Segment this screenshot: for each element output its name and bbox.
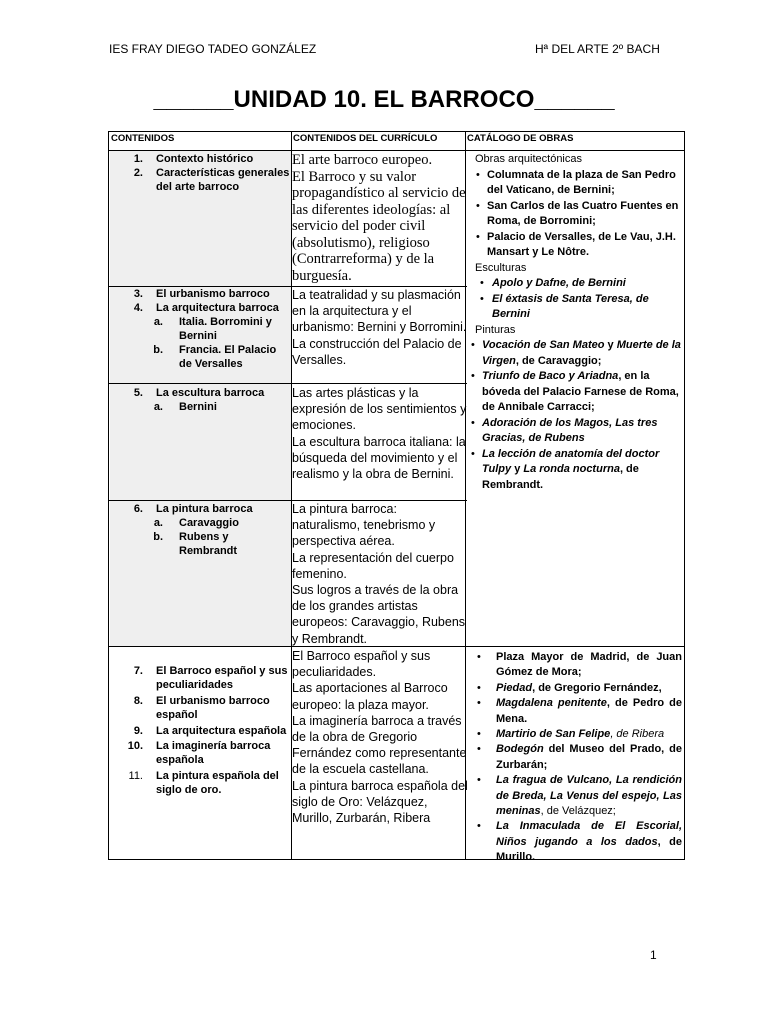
list-item: • Triunfo de Baco y Ariadna, en la bóveda del Palacio Farnese de Roma, de Annibale Carracci; — [471, 370, 679, 413]
bullet-icon: • — [480, 277, 484, 289]
bullet-icon: • — [476, 168, 480, 181]
list-item: • Martirio de San Felipe, de Ribera — [470, 727, 684, 742]
list-item: • La Inmaculada de El Escorial, Niños jugando a los dados, de Murillo. — [477, 820, 682, 864]
list-item: 3. El urbanismo barroco — [133, 288, 270, 300]
contents-row-5 — [109, 664, 291, 799]
list-item: • Plaza Mayor de Madrid, de Juan Gómez de Mora; — [477, 651, 682, 679]
page-number: 1 — [650, 948, 657, 962]
curriculum-text: La pintura barroca española del siglo de Oro: Velázquez, Murillo, Zurbarán, Ribera — [292, 778, 468, 826]
curriculum-row-4 — [292, 501, 468, 647]
list-item: • Palacio de Versalles, de Le Vau, J.H. Mansart y Le Nôtre. — [476, 230, 676, 258]
section-label: Obras arquitectónicas — [475, 153, 582, 165]
list-item: • Piedad, de Gregorio Fernández, — [470, 681, 684, 696]
bullet-icon: • — [477, 697, 481, 710]
header-course: Hª DEL ARTE 2º BACH — [535, 42, 660, 56]
header-catalog: CATÁLOGO DE OBRAS — [467, 133, 574, 144]
bullet-icon: • — [477, 774, 481, 787]
list-item: • La fragua de Vulcano, La rendición de Breda, La Venus del espejo, Las meninas, de Velázquez; — [477, 774, 682, 818]
list-item: • El éxtasis de Santa Teresa, de Bernini — [480, 292, 649, 320]
list-item: 6. La pintura barroca — [133, 503, 253, 515]
curriculum-text: La imaginería barroca a través de la obra de Gregorio Fernández como representante de la escuela castellana. — [292, 713, 467, 777]
list-item: • Adoración de los Magos, Las tres Gracias, de Rubens — [471, 416, 658, 444]
page-title: ______UNIDAD 10. EL BARROCO______ — [153, 86, 615, 113]
curriculum-text: La escultura barroca italiana: la búsqueda del movimiento y el realismo y la obra de Bernini. — [292, 434, 466, 482]
list-item: a. Caravaggio — [153, 517, 239, 529]
header-school: IES FRAY DIEGO TADEO GONZÁLEZ — [109, 42, 317, 56]
list-item: • Vocación de San Mateo y Muerte de la Virgen, de Caravaggio; — [471, 339, 681, 367]
curriculum-row-2 — [292, 287, 468, 368]
contents-table — [108, 131, 685, 864]
list-item: 8. El urbanismo barroco español — [133, 695, 270, 721]
list-item: 5. La escultura barroca — [133, 387, 265, 399]
list-item: 1. Contexto histórico — [133, 153, 254, 165]
bullet-icon: • — [471, 416, 475, 429]
list-item: 10. La imaginería barroca española — [127, 740, 271, 766]
bullet-icon: • — [471, 370, 475, 382]
list-item: 9. La arquitectura española — [133, 725, 287, 737]
list-item: a. Bernini — [153, 401, 217, 413]
curriculum-text: La representación del cuerpo femenino. — [292, 550, 454, 581]
contents-row-2 — [109, 287, 291, 371]
bullet-icon: • — [477, 743, 481, 756]
curriculum-text: El Barroco y su valor propagandístico al servicio de las diferentes ideologías: al servicio del poder civil (absolutismo), religioso (Contrarreforma) y de la burguesía. — [292, 168, 466, 284]
list-item: 4. La arquitectura barroca — [133, 302, 279, 314]
curriculum-text: Sus logros a través de la obra de los grandes artistas europeos: Caravaggio, Rubens y Rembrandt. — [292, 583, 466, 646]
curriculum-row-1 — [292, 152, 468, 284]
bullet-icon: • — [471, 447, 475, 460]
section-label: Pinturas — [475, 323, 516, 336]
list-item: • Columnata de la plaza de San Pedro del Vaticano, de Bernini; — [476, 168, 676, 196]
list-item: • San Carlos de las Cuatro Fuentes en Roma, de Borromini; — [476, 199, 679, 227]
contents-row-1 — [109, 152, 291, 194]
list-item: • Magdalena penitente, de Pedro de Mena. — [477, 697, 682, 725]
curriculum-text: La pintura barroca: naturalismo, tenebrismo y perspectiva aérea. — [292, 502, 436, 549]
list-item: 11. La pintura española del siglo de oro. — [128, 770, 279, 796]
header-contents: CONTENIDOS — [111, 133, 175, 144]
list-item: 2. Características generales del arte barroco — [133, 167, 290, 193]
section-label: Esculturas — [475, 261, 527, 274]
catalog-europe — [470, 152, 684, 493]
contents-row-3 — [109, 386, 291, 414]
curriculum-text: El Barroco español y sus peculiaridades. — [292, 649, 431, 680]
curriculum-text: La teatralidad y su plasmación en la arquitectura y el urbanismo: Bernini y Borromini. — [292, 288, 467, 335]
row-divider — [109, 383, 467, 384]
curriculum-text: La construcción del Palacio de Versalles. — [292, 336, 462, 367]
header-curriculum: CONTENIDOS DEL CURRÍCULO — [293, 133, 438, 144]
bullet-icon: • — [471, 339, 475, 351]
curriculum-row-5 — [292, 648, 468, 826]
bullet-icon: • — [476, 230, 480, 243]
bullet-icon: • — [477, 681, 481, 694]
bullet-icon: • — [480, 292, 484, 305]
curriculum-text: Las artes plásticas y la expresión de los sentimientos y emociones. — [292, 386, 467, 433]
list-item: • Apolo y Dafne, de Bernini — [470, 276, 684, 292]
list-item: a. Italia. Borromini y Bernini — [153, 316, 272, 342]
bullet-icon: • — [476, 199, 480, 212]
list-item: • La lección de anatomía del doctor Tulpy y La ronda nocturna, de Rembrandt. — [471, 447, 660, 491]
curriculum-text: El arte barroco europeo. — [292, 152, 433, 168]
bullet-icon: • — [477, 820, 481, 833]
catalog-spain — [470, 650, 684, 866]
bullet-icon: • — [477, 728, 481, 741]
list-item: 7. El Barroco español y sus peculiaridades — [133, 665, 288, 691]
list-item: • Bodegón del Museo del Prado, de Zurbarán; — [477, 743, 682, 771]
curriculum-text: Las aportaciones al Barroco europeo: la plaza mayor. — [292, 681, 448, 712]
list-item: b. Rubens y Rembrandt — [153, 531, 238, 557]
curriculum-row-3 — [292, 385, 468, 482]
contents-row-4 — [109, 502, 291, 558]
list-item: b. Francia. El Palacio de Versalles — [153, 344, 277, 370]
row-divider — [109, 150, 684, 151]
bullet-icon: • — [477, 651, 481, 663]
